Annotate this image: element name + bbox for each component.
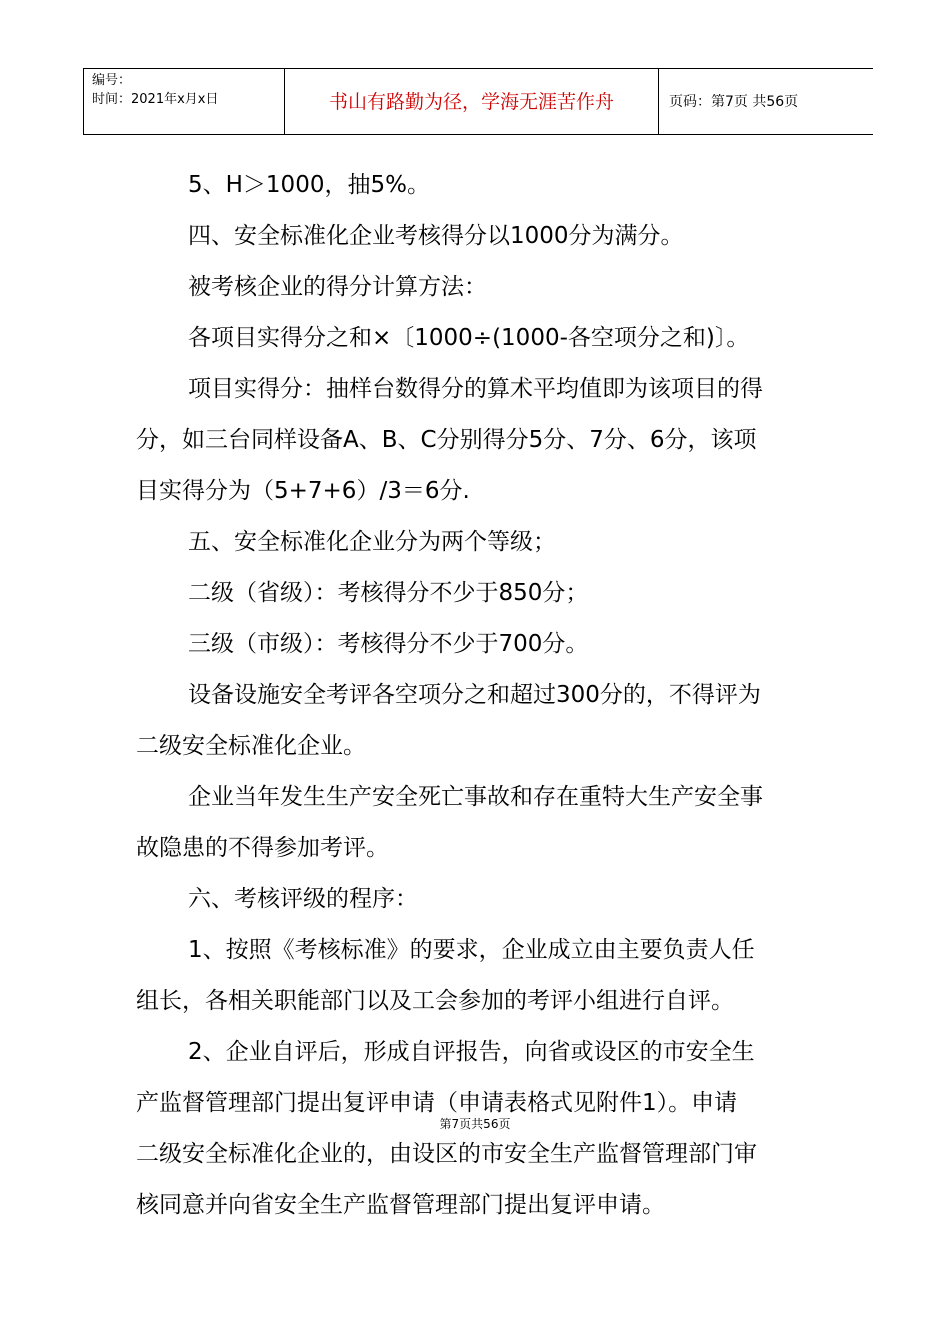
- page-number-footer: 第7页共56页: [439, 1117, 511, 1131]
- paragraph-line: 产监督管理部门提出复评申请（申请表格式见附件1）。申请: [136, 1090, 738, 1116]
- paragraph-line: 1、按照《考核标准》的要求，企业成立由主要负责人任: [188, 937, 755, 963]
- paragraph-line: 二级（省级）：考核得分不少于850分；: [188, 580, 589, 606]
- paragraph-line: 六、考核评级的程序：: [188, 886, 418, 912]
- paragraph-line: 5、H＞1000，抽5%。: [188, 172, 430, 198]
- paragraph-line: 三级（市级）：考核得分不少于700分。: [188, 631, 589, 657]
- document-header: [83, 68, 873, 135]
- paragraph-line: 项目实得分：抽样台数得分的算术平均值即为该项目的得: [188, 376, 763, 402]
- paragraph-line: 设备设施安全考评各空项分之和超过300分的，不得评为: [188, 682, 761, 708]
- paragraph-line: 二级安全标准化企业。: [136, 733, 366, 759]
- header-motto: 书山有路勤为径，学海无涯苦作舟: [285, 69, 659, 135]
- header-page-info: 页码：第7页 共56页: [669, 94, 799, 110]
- header-meta: [83, 69, 285, 135]
- paragraph-line: 组长，各相关职能部门以及工会参加的考评小组进行自评。: [136, 988, 734, 1014]
- paragraph-line: 目实得分为（5+7+6）/3＝6分.: [136, 478, 470, 504]
- paragraph-line: 核同意并向省安全生产监督管理部门提出复评申请。: [136, 1192, 665, 1218]
- paragraph-line: 2、企业自评后，形成自评报告，向省或设区的市安全生: [188, 1039, 755, 1065]
- paragraph-line: 企业当年发生生产安全死亡事故和存在重特大生产安全事: [188, 784, 763, 810]
- paragraph-line: 五、安全标准化企业分为两个等级；: [188, 529, 556, 555]
- document-time-label: 时间：2021年x月x日: [92, 92, 219, 107]
- paragraph-line: 二级安全标准化企业的，由设区的市安全生产监督管理部门审: [136, 1141, 757, 1167]
- paragraph-line: 各项目实得分之和×〔1000÷(1000-各空项分之和)〕。: [188, 325, 750, 351]
- paragraph-line: 故隐患的不得参加考评。: [136, 835, 389, 861]
- document-body: [136, 160, 850, 1231]
- paragraph-line: 被考核企业的得分计算方法：: [188, 274, 487, 300]
- document-number-label: 编号：: [92, 73, 132, 88]
- paragraph-line: 四、安全标准化企业考核得分以1000分为满分。: [188, 223, 684, 249]
- paragraph-line: 分，如三台同样设备A、B、C分别得分5分、7分、6分，该项: [136, 427, 757, 453]
